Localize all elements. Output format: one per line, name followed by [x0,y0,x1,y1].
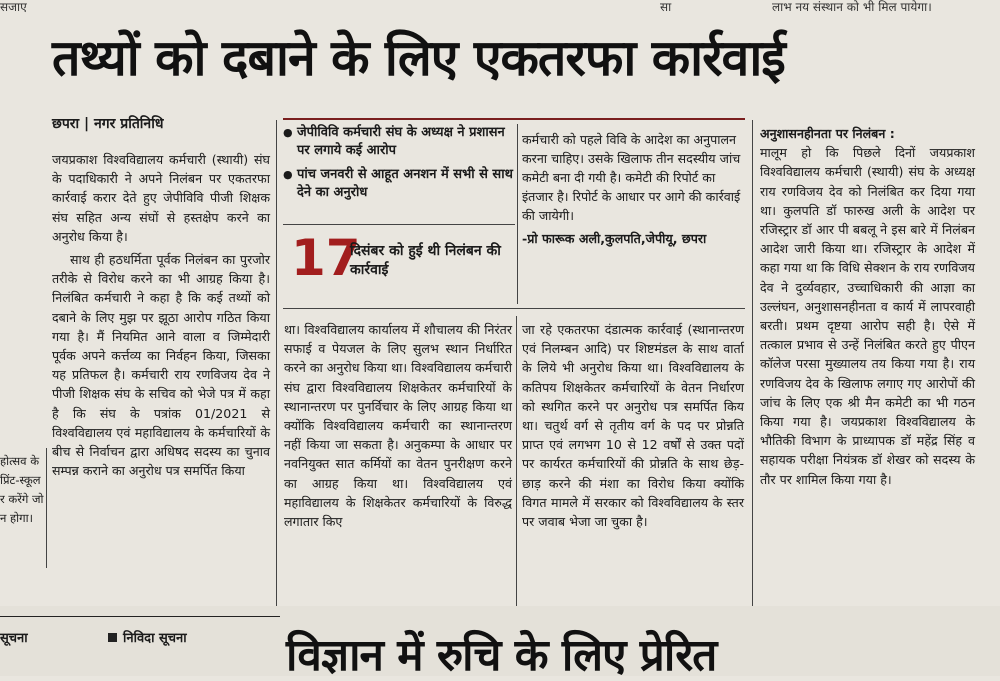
byline: छपरा | नगर प्रतिनिधि [52,116,164,132]
fragment-line: र करेंगे जो [0,492,44,506]
top-strip-mid: सा [660,0,672,14]
notice-left: सूचना [0,631,28,646]
column-divider [276,120,277,610]
section-heading: अनुशासनहीनता पर निलंबन : [760,126,895,141]
official-quote [522,130,744,248]
next-headline: विज्ञान में रुचि के लिए प्रेरित [286,630,717,681]
notice-right [108,628,187,646]
top-strip-right: लाभ नय संस्थान को भी मिल पायेगा। [772,0,932,14]
highlight-number: 17 [291,229,361,287]
box-divider [283,224,515,225]
paragraph: मालूम हो कि पिछले दिनों जयप्रकाश विश्वविद्यालय कर्मचारी (स्थायी) संघ के अध्यक्ष राय रणविजय देव को निलंबित कर दिया गया था। कुलपति डॉ फारुख अली के आदेश पर रजिस्ट्रार डॉ आर पी बबलू ने इस बारे में निलंबन आदेश जारी किया था। रजिस्ट्रार के आदेश में कहा गया था कि विधि सेक्शन के राय रणविजय देव ने दुर्व्यवहार, उच्चाधिकारी की आज्ञा का उल्लंघन, अनुशासनहीनता व कार्य में लापरवाही बरती। प्रथम दृष्टया आरोप सही है। ऐसे में तत्काल प्रभाव से उन्हें निलंबित करते हुए पीएन कॉलेज परसा मुख्यालय तय किया गया है। राय रणविजय देव के खिलाफ लगाए गए आरोपों की जांच के लिए एक श्री मैन कमेटी का भी गठन किया गया है। जयप्रकाश विश्वविद्यालय के भौतिकी विभाग के प्राध्यापक डॉ महेंद्र सिंह व सहायक परीक्षा नियंत्रक डॉ शेखर को सदस्य के तौर पर शामिल किया गया है। [760,145,975,487]
highlight-text: दिसंबर को हुई थी निलंबन की कार्रवाई [350,243,501,278]
article-column-2 [284,320,512,535]
box-top-rule [283,118,745,120]
fragment-line: न होगा। [0,511,33,525]
paragraph: जा रहे एकतरफा दंडात्मक कार्रवाई (स्थानान्तरण एवं निलम्बन आदि) पर शिष्टमंडल के साथ वार्ता के लिये भी अनुरोध किया था। विश्वविद्यालय के कतिपय शिक्षकेतर कर्मचारियों के वेतन निर्धारण को स्थगित करने पर अनुरोध पत्र समर्पित किय था। चतुर्थ वर्ग से तृतीय वर्ग के पद पर प्रोन्नति प्राप्त एवं लगभग 10 से 12 वर्षों से उक्त पदों पर कार्यरत कर्मचारियों की प्रोन्नति के साथ छेड़-छाड़ करने की मंशा का विरोध किया क्योंकि विगत मामले में सरकार को विश्वविद्यालय के स्तर पर जवाब भेजा जा चुका है। [522,322,744,530]
bullet-list [283,124,515,208]
box-bottom-rule [283,308,745,309]
paragraph: साथ ही हठधर्मिता पूर्वक निलंबन का पुरजोर तरीके से विरोध करने का भी आग्रह किया है। निलंबित कर्मचारी ने कहा है कि कई तथ्यों को दबाने के लिए मुझ पर झूठा आरोप गठित किया गया है। मैं नियमित आने वाला व जिम्मेदारी पूर्वक अपने कर्त्तव्य का निर्वहन किया, जिसका यह प्रतिफल है। कर्मचारी राय रणविजय देव ने पीजी शिक्षक संघ के सचिव को भेजे पत्र में कहा है कि संघ के पत्रांक 01/2021 से विश्वविद्यालय एवं महाविद्यालय के कर्मचारियों के बीच से निर्वाचन द्वारा अधिषद सदस्य का चुनाव सम्पन्न कराने का अनुरोध पत्र समर्पित किया [52,252,270,479]
paragraph: था। विश्वविद्यालय कार्यालय में शौचालय की निरंतर सफाई व पेयजल के लिए सुलभ स्थान निर्धारित करने का अनुरोध किया था। विश्वविद्यालय कर्मचारी संघ द्वारा विश्वविद्यालय शिक्षकेतर कर्मचारियों के स्थानान्तरण पर पुनर्विचार के लिए आग्रह किया था क्योंकि विश्वविद्यालय कर्मचारी का स्थानान्तरण नहीं किया जा सकता है। अनुकम्पा के आधार पर नवनियुक्त सात कर्मियों का वेतन पुनरीक्षण करने का आग्रह किया था। विश्वविद्यालय एवं महाविद्यालय के शिक्षकेतर कर्मचारियों के विरुद्ध लगातार किए [284,322,512,530]
box-inner-divider [517,124,518,304]
square-bullet-icon [108,633,117,642]
notice-right-label: निविदा सूचना [123,631,187,646]
column-divider [516,316,517,616]
quote-text: कर्मचारी को पहले विवि के आदेश का अनुपालन करना चाहिए। उसके खिलाफ तीन सदस्यीय जांच कमेटी बना दी गयी है। कमेटी की रिपोर्ट का इंतजार है। रिपोर्ट के आधार पर आगे की कार्रवाई की जायेगी। [522,132,741,223]
article-column-3 [522,320,744,535]
column-divider [752,120,753,640]
fragment-line: होत्सव के [0,454,40,468]
column-divider [46,448,47,568]
left-column-fragment [0,452,44,528]
bullet-item: ● जेपीविवि कर्मचारी संघ के अध्यक्ष ने प्रशासन पर लगाये कई आरोप [283,124,515,160]
quote-attribution: -प्रो फारूक अली,कुलपति,जेपीयू, छपरा [522,231,707,246]
article-column-4 [760,124,975,493]
headline: तथ्यों को दबाने के लिए एकतरफा कार्रवाई [52,29,785,87]
paragraph: जयप्रकाश विश्वविद्यालय कर्मचारी (स्थायी) संघ के पदाधिकारी ने अपने निलंबन पर एकतरफा कार्रवाई करार देते हुए जेपीविवि पीजी शिक्षक संघ सहित अन्य संघों से हस्तक्षेप करने का अनुरोध किया है। [52,152,270,244]
top-strip-left: सजाए [0,0,27,14]
bullet-item: ● पांच जनवरी से आहूत अनशन में सभी से साथ देने का अनुरोध [283,166,515,202]
bottom-rule [0,616,280,617]
article-column-1 [52,150,270,484]
fragment-line: प्रिंट-स्कूल [0,473,41,487]
